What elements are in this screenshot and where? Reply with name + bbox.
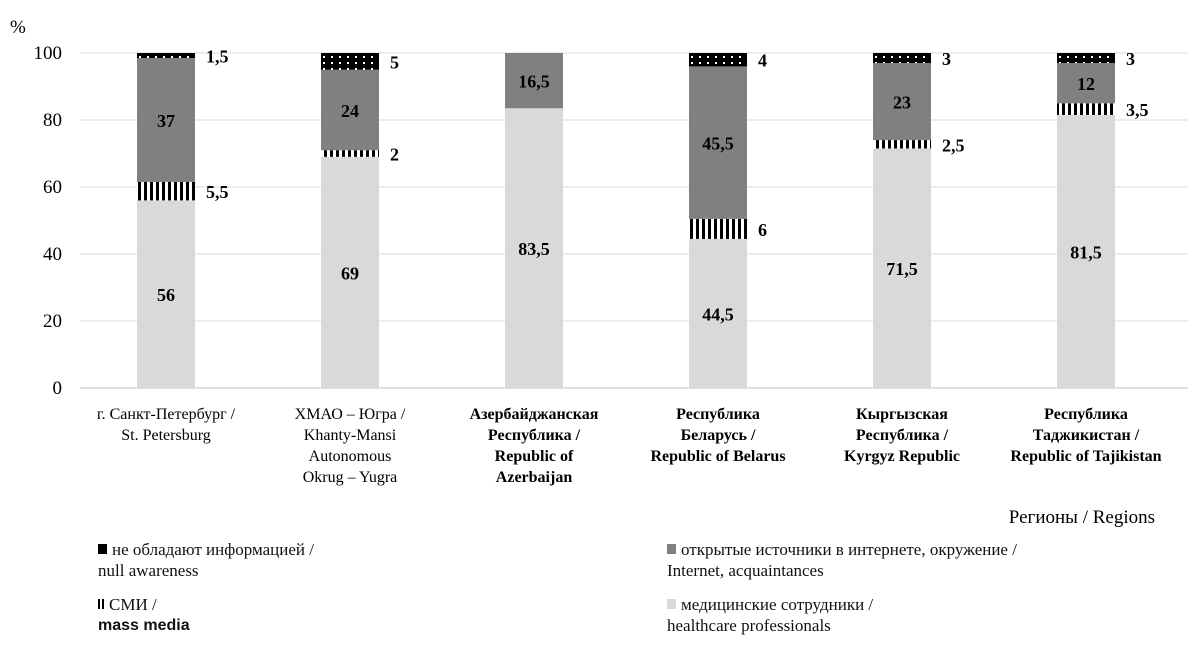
- data-label-internet-0: 37: [157, 111, 175, 131]
- x-category-2: [470, 406, 599, 486]
- y-tick-100: 100: [33, 43, 62, 64]
- data-label-media-3: 6: [758, 219, 767, 240]
- data-label-healthcare-1: 69: [341, 263, 359, 284]
- x-category-1-line-0: ХМАО – Югра /: [294, 406, 406, 423]
- data-label-media-0: 5,5: [206, 182, 229, 203]
- legend-null-en: null awareness: [98, 561, 199, 580]
- x-category-1-line-2: Autonomous: [308, 448, 392, 465]
- x-category-2-line-1: Республика /: [487, 427, 581, 444]
- legend-media-swatch: [98, 599, 104, 609]
- bar-null-4: [873, 53, 931, 63]
- data-label-healthcare-5: 81,5: [1070, 242, 1102, 263]
- x-category-2-line-2: Republic of: [494, 448, 574, 465]
- legend-media-en: mass media: [98, 617, 190, 634]
- x-category-4-line-0: Кыргызская: [856, 406, 948, 423]
- x-category-2-line-0: Азербайджанская: [469, 406, 599, 423]
- bar-null-5: [1057, 53, 1115, 63]
- legend-null: [98, 539, 314, 581]
- legend-internet: [667, 539, 1017, 581]
- legend-healthcare-ru: медицинские сотрудники /: [681, 595, 874, 614]
- x-category-1-line-3: Okrug – Yugra: [302, 469, 398, 486]
- x-category-0: [97, 406, 236, 444]
- data-label-healthcare-4: 71,5: [886, 259, 918, 280]
- x-category-5-line-1: Таджикистан /: [1032, 427, 1140, 444]
- bar-media-1: [321, 150, 379, 157]
- bars: [137, 50, 1115, 388]
- x-category-1: [295, 406, 406, 486]
- x-category-5-line-2: Republic of Tajikistan: [1010, 448, 1162, 465]
- x-category-4-line-1: Республика /: [855, 427, 949, 444]
- data-label-healthcare-2: 83,5: [518, 239, 550, 260]
- x-category-3: [650, 406, 785, 465]
- x-category-2-line-3: Azerbaijan: [495, 469, 573, 486]
- data-label-healthcare-0: 56: [157, 285, 175, 306]
- gridlines: [80, 50, 1188, 388]
- legend-media-ru: СМИ /: [109, 595, 157, 614]
- legend-internet-en: Internet, acquaintances: [667, 561, 824, 580]
- data-label-internet-4: 23: [893, 92, 911, 113]
- x-category-3-line-1: Беларусь /: [680, 427, 756, 444]
- x-category-3-line-2: Republic of Belarus: [650, 448, 786, 465]
- y-unit-label: %: [10, 17, 26, 38]
- bar-null-1: [321, 53, 379, 70]
- data-label-internet-5: 12: [1077, 74, 1095, 95]
- x-category-0-line-0: г. Санкт-Петербург /: [96, 406, 236, 423]
- data-label-internet-3: 45,5: [702, 133, 734, 154]
- x-category-3-line-0: Республика: [676, 406, 760, 423]
- x-category-labels: [97, 406, 1162, 486]
- legend-null-ru: не обладают информацией /: [112, 540, 314, 559]
- data-label-healthcare-3: 44,5: [702, 304, 734, 325]
- data-labels: [157, 47, 1149, 325]
- x-axis-title: Регионы / Regions: [1008, 507, 1155, 528]
- x-category-0-line-1: St. Petersburg: [121, 427, 211, 444]
- legend-internet-swatch: [667, 544, 676, 554]
- data-label-media-5: 3,5: [1126, 100, 1149, 121]
- bar-media-4: [873, 140, 931, 148]
- legend-healthcare-swatch: [667, 599, 676, 609]
- data-label-null-4: 3: [942, 49, 951, 70]
- x-category-1-line-1: Khanty-Mansi: [303, 427, 397, 444]
- data-label-internet-2: 16,5: [518, 71, 550, 92]
- legend-healthcare-en: healthcare professionals: [667, 616, 831, 635]
- y-tick-40: 40: [43, 244, 62, 265]
- bar-media-3: [689, 219, 747, 239]
- y-tick-60: 60: [43, 177, 62, 198]
- bar-null-0: [137, 53, 195, 58]
- x-category-5-line-0: Республика: [1044, 406, 1128, 423]
- data-label-null-3: 4: [758, 50, 767, 71]
- y-tick-80: 80: [43, 110, 62, 131]
- data-label-media-4: 2,5: [942, 135, 965, 156]
- y-tick-0: 0: [52, 378, 62, 399]
- y-tick-20: 20: [43, 311, 62, 332]
- bar-media-5: [1057, 103, 1115, 115]
- legend-null-swatch: [98, 544, 107, 554]
- bar-null-3: [689, 53, 747, 66]
- legend-internet-ru: открытые источники в интернете, окружение /: [681, 540, 1017, 559]
- data-label-null-0: 1,5: [206, 46, 229, 67]
- x-category-5: [1010, 406, 1161, 465]
- legend-healthcare: [667, 594, 873, 636]
- y-tick-labels: [34, 43, 63, 399]
- data-label-null-5: 3: [1126, 49, 1135, 70]
- data-label-null-1: 5: [390, 52, 399, 73]
- x-category-4: [844, 406, 960, 465]
- data-label-media-1: 2: [390, 144, 399, 165]
- x-category-4-line-2: Kyrgyz Republic: [844, 448, 960, 465]
- bar-media-0: [137, 182, 195, 200]
- data-label-internet-1: 24: [341, 100, 359, 121]
- legend-media: [98, 594, 190, 636]
